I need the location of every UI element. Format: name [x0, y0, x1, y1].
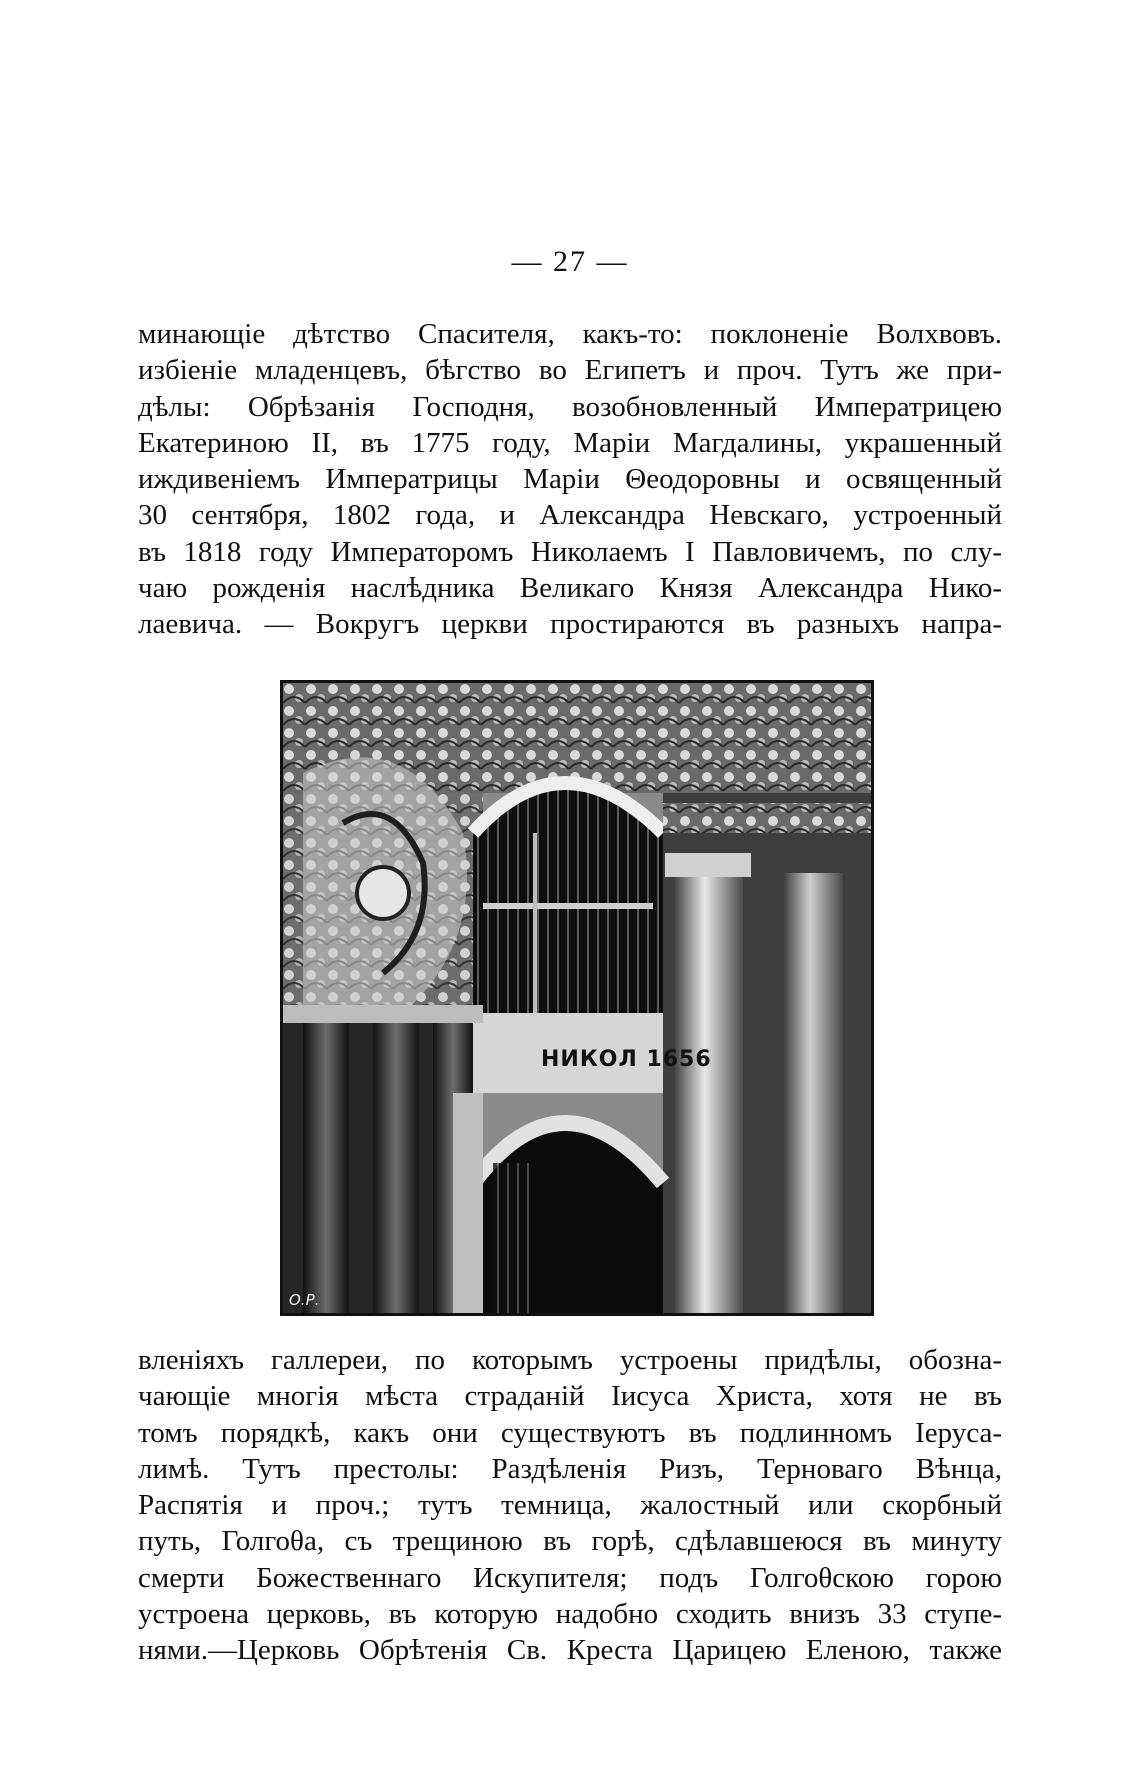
text-line: дѣлы: Обрѣзанія Господня, возобновленный Императрицею — [138, 390, 1002, 423]
text-line: устроена церковь, въ которую надобно сходить внизъ 33 ступе- — [138, 1598, 1002, 1631]
page-number: — 27 — — [511, 245, 629, 278]
photo-illustration — [283, 683, 871, 1313]
text-line: лаевича. — Вокругъ церкви простираются въ разныхъ напра- — [138, 608, 1002, 641]
text-line: Распятія и проч.; тутъ темница, жалостный или скорбный — [138, 1489, 1002, 1522]
church-interior-photograph — [280, 680, 874, 1316]
paragraph-top — [138, 316, 1002, 643]
text-line: вленіяхъ галлереи, по которымъ устроены придѣлы, обозна- — [138, 1344, 1002, 1376]
photo-credit: О.Р. — [289, 1291, 320, 1309]
text-line: нями.—Церковь Обрѣтенія Св. Креста Царицею Еленою, также — [138, 1634, 1002, 1667]
text-line: путь, Голгоθа, съ трещиною въ горѣ, сдѣлавшеюся въ минуту — [138, 1525, 1002, 1558]
text-line: лимѣ. Тутъ престолы: Раздѣленія Ризъ, Терноваго Вѣнца, — [138, 1452, 1002, 1485]
text-line: избіеніе младенцевъ, бѣгство во Египетъ и проч. Тутъ же при- — [138, 354, 1002, 387]
text-line: чающіе многія мѣста страданій Іисуса Христа, хотя не въ — [138, 1380, 1002, 1413]
text-line: минающіе дѣтство Спасителя, какъ-то: поклоненіе Волхвовъ. — [138, 318, 1002, 350]
text-line: смерти Божественнаго Искупителя; подъ Голгоθскою горою — [138, 1561, 1002, 1594]
text-line: томъ порядкѣ, какъ они существуютъ въ подлинномъ Іеруса- — [138, 1416, 1002, 1449]
text-line: Екатериною II, въ 1775 году, Маріи Магдалины, украшенный — [138, 426, 1002, 459]
text-line: въ 1818 году Императоромъ Николаемъ I Павловичемъ, по слу- — [138, 535, 1002, 568]
wall-inscription: НИКОЛ 1656 — [541, 1047, 712, 1072]
text-line: чаю рожденія наслѣдника Великаго Князя Александра Нико- — [138, 572, 1002, 605]
paragraph-bottom — [138, 1342, 1002, 1669]
text-line: иждивеніемъ Императрицы Маріи Θеодоровны и освященный — [138, 463, 1002, 496]
text-line: 30 сентября, 1802 года, и Александра Невскаго, устроенный — [138, 499, 1002, 532]
